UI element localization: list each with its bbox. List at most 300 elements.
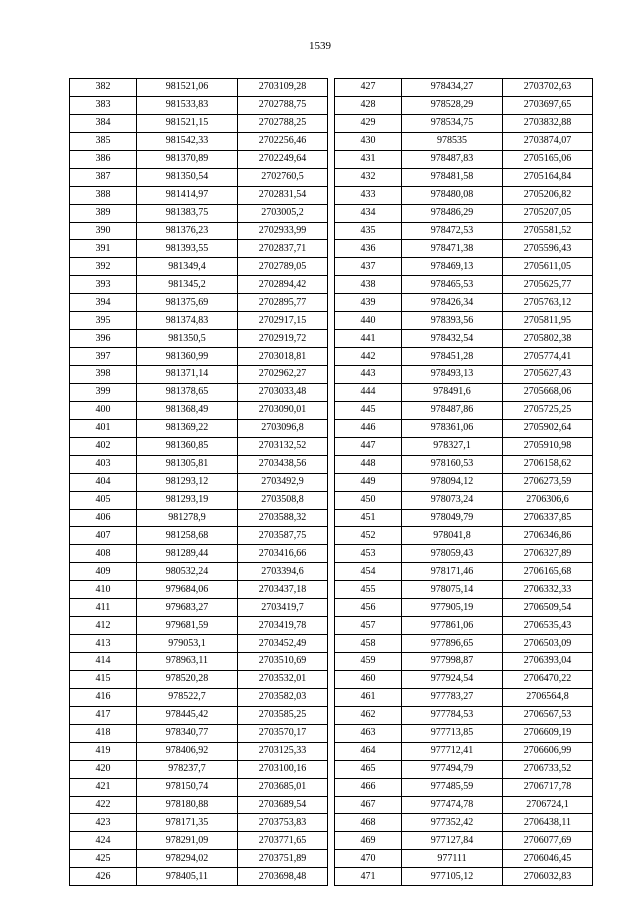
table-row	[70, 778, 328, 796]
point-number-cell: 415	[70, 670, 137, 688]
x-coordinate-cell: 977998,87	[402, 653, 503, 671]
y-coordinate-cell: 2702256,46	[238, 132, 328, 150]
x-coordinate-cell: 977924,54	[402, 670, 503, 688]
point-number-cell: 468	[335, 814, 402, 832]
table-row	[335, 366, 593, 384]
x-coordinate-cell: 981289,44	[137, 545, 238, 563]
point-number-cell: 444	[335, 383, 402, 401]
x-coordinate-cell: 981533,83	[137, 96, 238, 114]
y-coordinate-cell: 2706470,22	[503, 670, 593, 688]
x-coordinate-cell: 978528,29	[402, 96, 503, 114]
point-number-cell: 443	[335, 366, 402, 384]
table-row	[70, 599, 328, 617]
y-coordinate-cell: 2706509,54	[503, 599, 593, 617]
x-coordinate-cell: 978426,34	[402, 294, 503, 312]
point-number-cell: 431	[335, 150, 402, 168]
coordinates-table-left	[69, 78, 328, 886]
x-coordinate-cell: 981293,12	[137, 473, 238, 491]
y-coordinate-cell: 2703532,01	[238, 670, 328, 688]
table-row	[70, 706, 328, 724]
x-coordinate-cell: 978963,11	[137, 653, 238, 671]
table-row	[335, 437, 593, 455]
y-coordinate-cell: 2703005,2	[238, 204, 328, 222]
y-coordinate-cell: 2703832,88	[503, 114, 593, 132]
point-number-cell: 463	[335, 724, 402, 742]
y-coordinate-cell: 2706606,99	[503, 742, 593, 760]
y-coordinate-cell: 2703697,65	[503, 96, 593, 114]
y-coordinate-cell: 2705811,95	[503, 312, 593, 330]
y-coordinate-cell: 2703438,56	[238, 455, 328, 473]
point-number-cell: 411	[70, 599, 137, 617]
y-coordinate-cell: 2705165,06	[503, 150, 593, 168]
table-row	[70, 204, 328, 222]
y-coordinate-cell: 2706393,04	[503, 653, 593, 671]
x-coordinate-cell: 981258,68	[137, 527, 238, 545]
x-coordinate-cell: 978472,53	[402, 222, 503, 240]
table-row	[70, 437, 328, 455]
x-coordinate-cell: 978522,7	[137, 688, 238, 706]
point-number-cell: 434	[335, 204, 402, 222]
x-coordinate-cell: 981370,89	[137, 150, 238, 168]
point-number-cell: 397	[70, 348, 137, 366]
table-row	[335, 706, 593, 724]
table-row	[70, 814, 328, 832]
point-number-cell: 391	[70, 240, 137, 258]
table-row	[335, 455, 593, 473]
table-row	[70, 617, 328, 635]
point-number-cell: 385	[70, 132, 137, 150]
table-row	[70, 868, 328, 886]
point-number-cell: 454	[335, 563, 402, 581]
x-coordinate-cell: 978481,58	[402, 168, 503, 186]
point-number-cell: 449	[335, 473, 402, 491]
table-row	[70, 670, 328, 688]
y-coordinate-cell: 2703585,25	[238, 706, 328, 724]
y-coordinate-cell: 2703510,69	[238, 653, 328, 671]
y-coordinate-cell: 2703100,16	[238, 760, 328, 778]
x-coordinate-cell: 978237,7	[137, 760, 238, 778]
x-coordinate-cell: 978171,46	[402, 563, 503, 581]
table-row	[70, 545, 328, 563]
x-coordinate-cell: 977783,27	[402, 688, 503, 706]
x-coordinate-cell: 978520,28	[137, 670, 238, 688]
y-coordinate-cell: 2703508,8	[238, 491, 328, 509]
y-coordinate-cell: 2705206,82	[503, 186, 593, 204]
point-number-cell: 428	[335, 96, 402, 114]
x-coordinate-cell: 978291,09	[137, 832, 238, 850]
table-row	[335, 814, 593, 832]
table-row	[70, 455, 328, 473]
point-number-cell: 452	[335, 527, 402, 545]
x-coordinate-cell: 977494,79	[402, 760, 503, 778]
x-coordinate-cell: 978041,8	[402, 527, 503, 545]
point-number-cell: 383	[70, 96, 137, 114]
point-number-cell: 404	[70, 473, 137, 491]
table-row	[335, 599, 593, 617]
x-coordinate-cell: 981393,55	[137, 240, 238, 258]
x-coordinate-cell: 977485,59	[402, 778, 503, 796]
y-coordinate-cell: 2702789,05	[238, 258, 328, 276]
point-number-cell: 422	[70, 796, 137, 814]
point-number-cell: 438	[335, 276, 402, 294]
table-row	[335, 312, 593, 330]
table-row	[335, 832, 593, 850]
point-number-cell: 393	[70, 276, 137, 294]
y-coordinate-cell: 2706046,45	[503, 850, 593, 868]
x-coordinate-cell: 978075,14	[402, 581, 503, 599]
table-row	[70, 850, 328, 868]
x-coordinate-cell: 978451,28	[402, 348, 503, 366]
table-row	[335, 778, 593, 796]
point-number-cell: 432	[335, 168, 402, 186]
y-coordinate-cell: 2703587,75	[238, 527, 328, 545]
point-number-cell: 427	[335, 79, 402, 97]
y-coordinate-cell: 2705774,41	[503, 348, 593, 366]
table-row	[70, 276, 328, 294]
point-number-cell: 448	[335, 455, 402, 473]
point-number-cell: 412	[70, 617, 137, 635]
x-coordinate-cell: 978534,75	[402, 114, 503, 132]
x-coordinate-cell: 981293,19	[137, 491, 238, 509]
x-coordinate-cell: 979684,06	[137, 581, 238, 599]
table-row	[70, 832, 328, 850]
x-coordinate-cell: 977111	[402, 850, 503, 868]
x-coordinate-cell: 981368,49	[137, 401, 238, 419]
y-coordinate-cell: 2706158,62	[503, 455, 593, 473]
x-coordinate-cell: 978535	[402, 132, 503, 150]
y-coordinate-cell: 2705611,05	[503, 258, 593, 276]
table-row	[70, 186, 328, 204]
point-number-cell: 416	[70, 688, 137, 706]
x-coordinate-cell: 981350,54	[137, 168, 238, 186]
table-row	[70, 79, 328, 97]
table-row	[335, 545, 593, 563]
x-coordinate-cell: 978180,88	[137, 796, 238, 814]
table-row	[335, 688, 593, 706]
point-number-cell: 388	[70, 186, 137, 204]
point-number-cell: 455	[335, 581, 402, 599]
table-row	[335, 222, 593, 240]
point-number-cell: 417	[70, 706, 137, 724]
table-row	[70, 312, 328, 330]
x-coordinate-cell: 981278,9	[137, 509, 238, 527]
point-number-cell: 445	[335, 401, 402, 419]
table-row	[335, 796, 593, 814]
y-coordinate-cell: 2705910,98	[503, 437, 593, 455]
point-number-cell: 461	[335, 688, 402, 706]
point-number-cell: 436	[335, 240, 402, 258]
table-row	[335, 742, 593, 760]
point-number-cell: 413	[70, 635, 137, 653]
table-row	[70, 330, 328, 348]
y-coordinate-cell: 2703698,48	[238, 868, 328, 886]
x-coordinate-cell: 978480,08	[402, 186, 503, 204]
y-coordinate-cell: 2702788,75	[238, 96, 328, 114]
x-coordinate-cell: 978486,29	[402, 204, 503, 222]
y-coordinate-cell: 2703582,03	[238, 688, 328, 706]
point-number-cell: 460	[335, 670, 402, 688]
y-coordinate-cell: 2703096,8	[238, 419, 328, 437]
table-row	[70, 760, 328, 778]
table-row	[335, 868, 593, 886]
y-coordinate-cell: 2703874,07	[503, 132, 593, 150]
table-row	[335, 204, 593, 222]
y-coordinate-cell: 2705596,43	[503, 240, 593, 258]
point-number-cell: 410	[70, 581, 137, 599]
y-coordinate-cell: 2706564,8	[503, 688, 593, 706]
x-coordinate-cell: 978471,38	[402, 240, 503, 258]
y-coordinate-cell: 2703394,6	[238, 563, 328, 581]
y-coordinate-cell: 2703702,63	[503, 79, 593, 97]
x-coordinate-cell: 981376,23	[137, 222, 238, 240]
table-row	[335, 491, 593, 509]
table-row	[70, 796, 328, 814]
y-coordinate-cell: 2703689,54	[238, 796, 328, 814]
y-coordinate-cell: 2706346,86	[503, 527, 593, 545]
point-number-cell: 464	[335, 742, 402, 760]
y-coordinate-cell: 2703771,65	[238, 832, 328, 850]
point-number-cell: 430	[335, 132, 402, 150]
y-coordinate-cell: 2702895,77	[238, 294, 328, 312]
x-coordinate-cell: 978059,43	[402, 545, 503, 563]
y-coordinate-cell: 2705207,05	[503, 204, 593, 222]
x-coordinate-cell: 978445,42	[137, 706, 238, 724]
table-row	[70, 168, 328, 186]
point-number-cell: 458	[335, 635, 402, 653]
table-row	[335, 473, 593, 491]
x-coordinate-cell: 977105,12	[402, 868, 503, 886]
point-number-cell: 390	[70, 222, 137, 240]
table-row	[335, 383, 593, 401]
x-coordinate-cell: 981350,5	[137, 330, 238, 348]
table-row	[335, 670, 593, 688]
table-row	[335, 527, 593, 545]
y-coordinate-cell: 2702962,27	[238, 366, 328, 384]
x-coordinate-cell: 978171,35	[137, 814, 238, 832]
point-number-cell: 398	[70, 366, 137, 384]
table-row	[70, 419, 328, 437]
table-row	[70, 563, 328, 581]
point-number-cell: 429	[335, 114, 402, 132]
y-coordinate-cell: 2703109,28	[238, 79, 328, 97]
y-coordinate-cell: 2702933,99	[238, 222, 328, 240]
x-coordinate-cell: 977474,78	[402, 796, 503, 814]
x-coordinate-cell: 981378,65	[137, 383, 238, 401]
y-coordinate-cell: 2703570,17	[238, 724, 328, 742]
table-row	[70, 114, 328, 132]
y-coordinate-cell: 2705627,43	[503, 366, 593, 384]
y-coordinate-cell: 2703452,49	[238, 635, 328, 653]
table-row	[335, 330, 593, 348]
point-number-cell: 457	[335, 617, 402, 635]
table-row	[335, 724, 593, 742]
point-number-cell: 423	[70, 814, 137, 832]
table-row	[335, 617, 593, 635]
x-coordinate-cell: 977712,41	[402, 742, 503, 760]
table-row	[70, 653, 328, 671]
table-row	[335, 79, 593, 97]
y-coordinate-cell: 2706717,78	[503, 778, 593, 796]
point-number-cell: 459	[335, 653, 402, 671]
point-number-cell: 401	[70, 419, 137, 437]
point-number-cell: 386	[70, 150, 137, 168]
point-number-cell: 394	[70, 294, 137, 312]
y-coordinate-cell: 2706535,43	[503, 617, 593, 635]
y-coordinate-cell: 2703685,01	[238, 778, 328, 796]
x-coordinate-cell: 978150,74	[137, 778, 238, 796]
x-coordinate-cell: 981360,99	[137, 348, 238, 366]
point-number-cell: 384	[70, 114, 137, 132]
point-number-cell: 400	[70, 401, 137, 419]
y-coordinate-cell: 2705625,77	[503, 276, 593, 294]
y-coordinate-cell: 2706724,1	[503, 796, 593, 814]
x-coordinate-cell: 981369,22	[137, 419, 238, 437]
y-coordinate-cell: 2702249,64	[238, 150, 328, 168]
point-number-cell: 389	[70, 204, 137, 222]
point-number-cell: 426	[70, 868, 137, 886]
y-coordinate-cell: 2706438,11	[503, 814, 593, 832]
y-coordinate-cell: 2703419,7	[238, 599, 328, 617]
table-row	[335, 653, 593, 671]
table-row	[335, 150, 593, 168]
y-coordinate-cell: 2703751,89	[238, 850, 328, 868]
point-number-cell: 421	[70, 778, 137, 796]
y-coordinate-cell: 2702831,54	[238, 186, 328, 204]
point-number-cell: 425	[70, 850, 137, 868]
point-number-cell: 442	[335, 348, 402, 366]
y-coordinate-cell: 2706567,53	[503, 706, 593, 724]
y-coordinate-cell: 2706332,33	[503, 581, 593, 599]
x-coordinate-cell: 978487,86	[402, 401, 503, 419]
x-coordinate-cell: 981383,75	[137, 204, 238, 222]
table-row	[70, 240, 328, 258]
x-coordinate-cell: 978491,6	[402, 383, 503, 401]
x-coordinate-cell: 978049,79	[402, 509, 503, 527]
point-number-cell: 450	[335, 491, 402, 509]
y-coordinate-cell: 2703018,81	[238, 348, 328, 366]
x-coordinate-cell: 978493,13	[402, 366, 503, 384]
x-coordinate-cell: 977905,19	[402, 599, 503, 617]
y-coordinate-cell: 2706165,68	[503, 563, 593, 581]
x-coordinate-cell: 981371,14	[137, 366, 238, 384]
table-row	[335, 168, 593, 186]
x-coordinate-cell: 978405,11	[137, 868, 238, 886]
y-coordinate-cell: 2703033,48	[238, 383, 328, 401]
table-row	[335, 509, 593, 527]
point-number-cell: 433	[335, 186, 402, 204]
point-number-cell: 447	[335, 437, 402, 455]
y-coordinate-cell: 2703753,83	[238, 814, 328, 832]
y-coordinate-cell: 2706032,83	[503, 868, 593, 886]
y-coordinate-cell: 2702760,5	[238, 168, 328, 186]
x-coordinate-cell: 981305,81	[137, 455, 238, 473]
x-coordinate-cell: 978294,02	[137, 850, 238, 868]
table-row	[70, 150, 328, 168]
x-coordinate-cell: 980532,24	[137, 563, 238, 581]
x-coordinate-cell: 978487,83	[402, 150, 503, 168]
x-coordinate-cell: 978361,06	[402, 419, 503, 437]
y-coordinate-cell: 2705902,64	[503, 419, 593, 437]
x-coordinate-cell: 979681,59	[137, 617, 238, 635]
point-number-cell: 437	[335, 258, 402, 276]
point-number-cell: 406	[70, 509, 137, 527]
x-coordinate-cell: 981374,83	[137, 312, 238, 330]
point-number-cell: 402	[70, 437, 137, 455]
y-coordinate-cell: 2706733,52	[503, 760, 593, 778]
point-number-cell: 456	[335, 599, 402, 617]
point-number-cell: 466	[335, 778, 402, 796]
table-row	[335, 276, 593, 294]
y-coordinate-cell: 2702917,15	[238, 312, 328, 330]
table-row	[70, 294, 328, 312]
x-coordinate-cell: 977352,42	[402, 814, 503, 832]
y-coordinate-cell: 2703090,01	[238, 401, 328, 419]
y-coordinate-cell: 2702919,72	[238, 330, 328, 348]
table-row	[335, 294, 593, 312]
y-coordinate-cell: 2703492,9	[238, 473, 328, 491]
x-coordinate-cell: 978432,54	[402, 330, 503, 348]
table-row	[335, 635, 593, 653]
table-row	[70, 527, 328, 545]
table-row	[70, 383, 328, 401]
y-coordinate-cell: 2706306,6	[503, 491, 593, 509]
table-row	[70, 491, 328, 509]
point-number-cell: 419	[70, 742, 137, 760]
y-coordinate-cell: 2703132,52	[238, 437, 328, 455]
x-coordinate-cell: 977896,65	[402, 635, 503, 653]
point-number-cell: 462	[335, 706, 402, 724]
table-row	[70, 581, 328, 599]
x-coordinate-cell: 977127,84	[402, 832, 503, 850]
table-row	[70, 258, 328, 276]
table-row	[335, 186, 593, 204]
table-row	[335, 563, 593, 581]
x-coordinate-cell: 981360,85	[137, 437, 238, 455]
point-number-cell: 399	[70, 383, 137, 401]
x-coordinate-cell: 981414,97	[137, 186, 238, 204]
y-coordinate-cell: 2703419,78	[238, 617, 328, 635]
y-coordinate-cell: 2705581,52	[503, 222, 593, 240]
table-row	[70, 688, 328, 706]
point-number-cell: 418	[70, 724, 137, 742]
point-number-cell: 395	[70, 312, 137, 330]
point-number-cell: 441	[335, 330, 402, 348]
y-coordinate-cell: 2706273,59	[503, 473, 593, 491]
x-coordinate-cell: 979683,27	[137, 599, 238, 617]
point-number-cell: 440	[335, 312, 402, 330]
x-coordinate-cell: 977713,85	[402, 724, 503, 742]
table-row	[70, 724, 328, 742]
y-coordinate-cell: 2706077,69	[503, 832, 593, 850]
point-number-cell: 471	[335, 868, 402, 886]
point-number-cell: 387	[70, 168, 137, 186]
table-row	[335, 114, 593, 132]
table-row	[70, 366, 328, 384]
x-coordinate-cell: 978340,77	[137, 724, 238, 742]
point-number-cell: 403	[70, 455, 137, 473]
x-coordinate-cell: 978094,12	[402, 473, 503, 491]
x-coordinate-cell: 978327,1	[402, 437, 503, 455]
y-coordinate-cell: 2703437,18	[238, 581, 328, 599]
table-row	[335, 401, 593, 419]
point-number-cell: 424	[70, 832, 137, 850]
table-row	[335, 419, 593, 437]
y-coordinate-cell: 2706327,89	[503, 545, 593, 563]
x-coordinate-cell: 978160,53	[402, 455, 503, 473]
x-coordinate-cell: 981349,4	[137, 258, 238, 276]
x-coordinate-cell: 977784,53	[402, 706, 503, 724]
table-row	[335, 760, 593, 778]
